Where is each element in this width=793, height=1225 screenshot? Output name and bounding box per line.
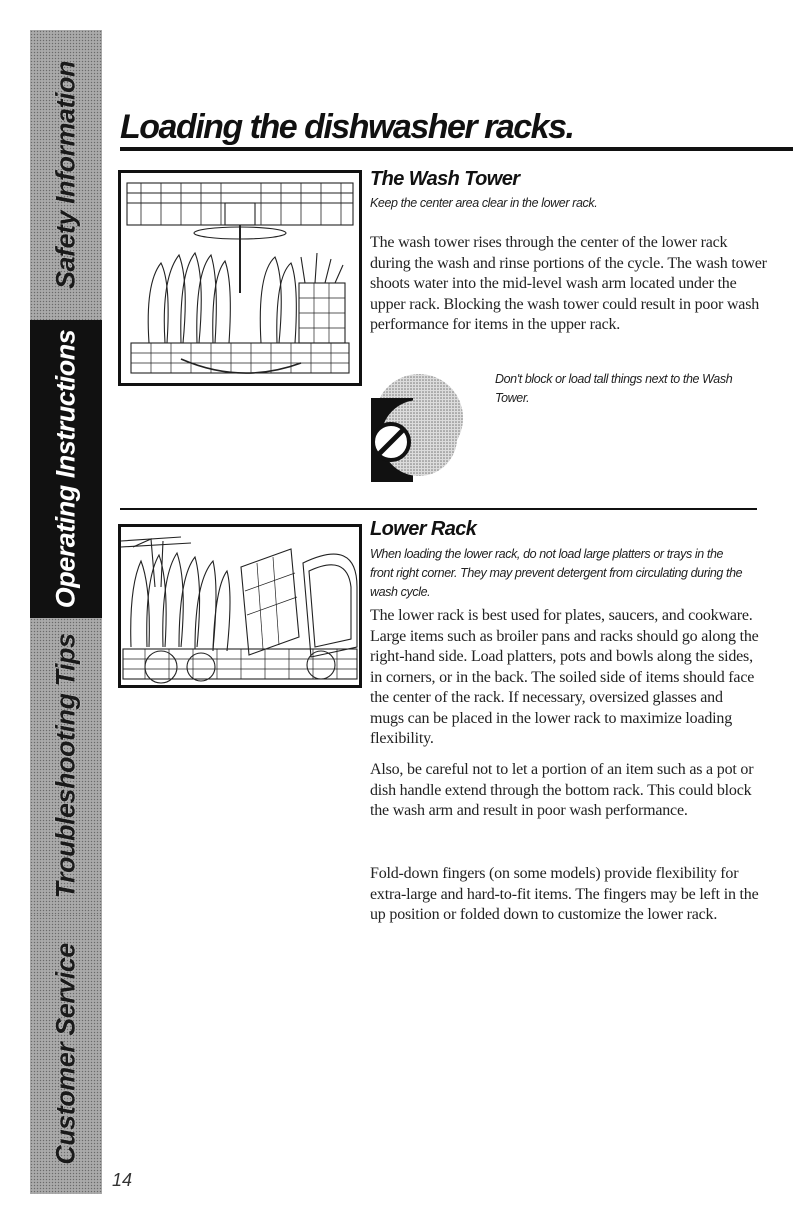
side-tab-label: Customer Service [50, 943, 81, 1165]
side-tab-label: Troubleshooting Tips [50, 633, 81, 899]
page-number: 14 [112, 1170, 133, 1190]
side-tab-label: Operating Instructions [50, 329, 81, 609]
side-tab-troubleshooting-tips[interactable] [30, 618, 102, 914]
lower-rack-paragraph-2: Also, be careful not to let a portion of an item such as a pot or dish handle extend through the bottom rack. This could block the wash arm and result in poor wash performance. [370, 761, 754, 819]
wash-tower-body: The wash tower rises through the center of the lower rack during the wash and rinse portions of the cycle. The wash tower shoots water into the mid-level wash arm located under the upper rack. Blocking the wash tower could result in poor wash performance for items in the upper rack. [370, 234, 767, 333]
caution-icon-graphic [371, 370, 467, 482]
side-tab-safety-information[interactable] [30, 30, 102, 320]
side-tab-label: Safety Information [50, 60, 81, 290]
lower-rack-drawing [121, 527, 359, 685]
caution-icon [371, 370, 467, 482]
lower-rack-paragraph-3: Fold-down fingers (on some models) provide flexibility for extra-large and hard-to-fit items. The fingers may be left in the up position or folded down to customize the lower rack. [370, 865, 759, 923]
title-rule [120, 147, 793, 151]
wash-tower-subnote: Keep the center area clear in the lower rack. [370, 196, 598, 210]
lower-rack-subnote: When loading the lower rack, do not load large platters or trays in the front right corner. They may prevent detergent from circulating during the wash cycle. [370, 547, 743, 599]
wash-tower-caution: Don't block or load tall things next to the Wash Tower. [495, 372, 733, 405]
side-tab-operating-instructions[interactable] [30, 320, 102, 618]
page-title: Loading the dishwasher racks. [120, 108, 574, 146]
lower-rack-paragraph-1: The lower rack is best used for plates, saucers, and cookware. Large items such as broiler pans and racks should go along the right-hand side. Load platters, pots and bowls along the sides, in corners, or in the back. The soiled side of items should face the center of the rack. If necessary, oversized glasses and mugs can be placed in the lower rack to maximize loading flexibility. [370, 607, 759, 747]
section-divider [120, 508, 757, 510]
dishwasher-rack-drawing [121, 173, 359, 383]
lower-rack-illustration [118, 524, 362, 688]
side-tab-customer-service[interactable] [30, 914, 102, 1194]
dishwasher-rack-illustration [118, 170, 362, 386]
lower-rack-heading: Lower Rack [370, 518, 477, 540]
wash-tower-heading: The Wash Tower [370, 168, 520, 190]
